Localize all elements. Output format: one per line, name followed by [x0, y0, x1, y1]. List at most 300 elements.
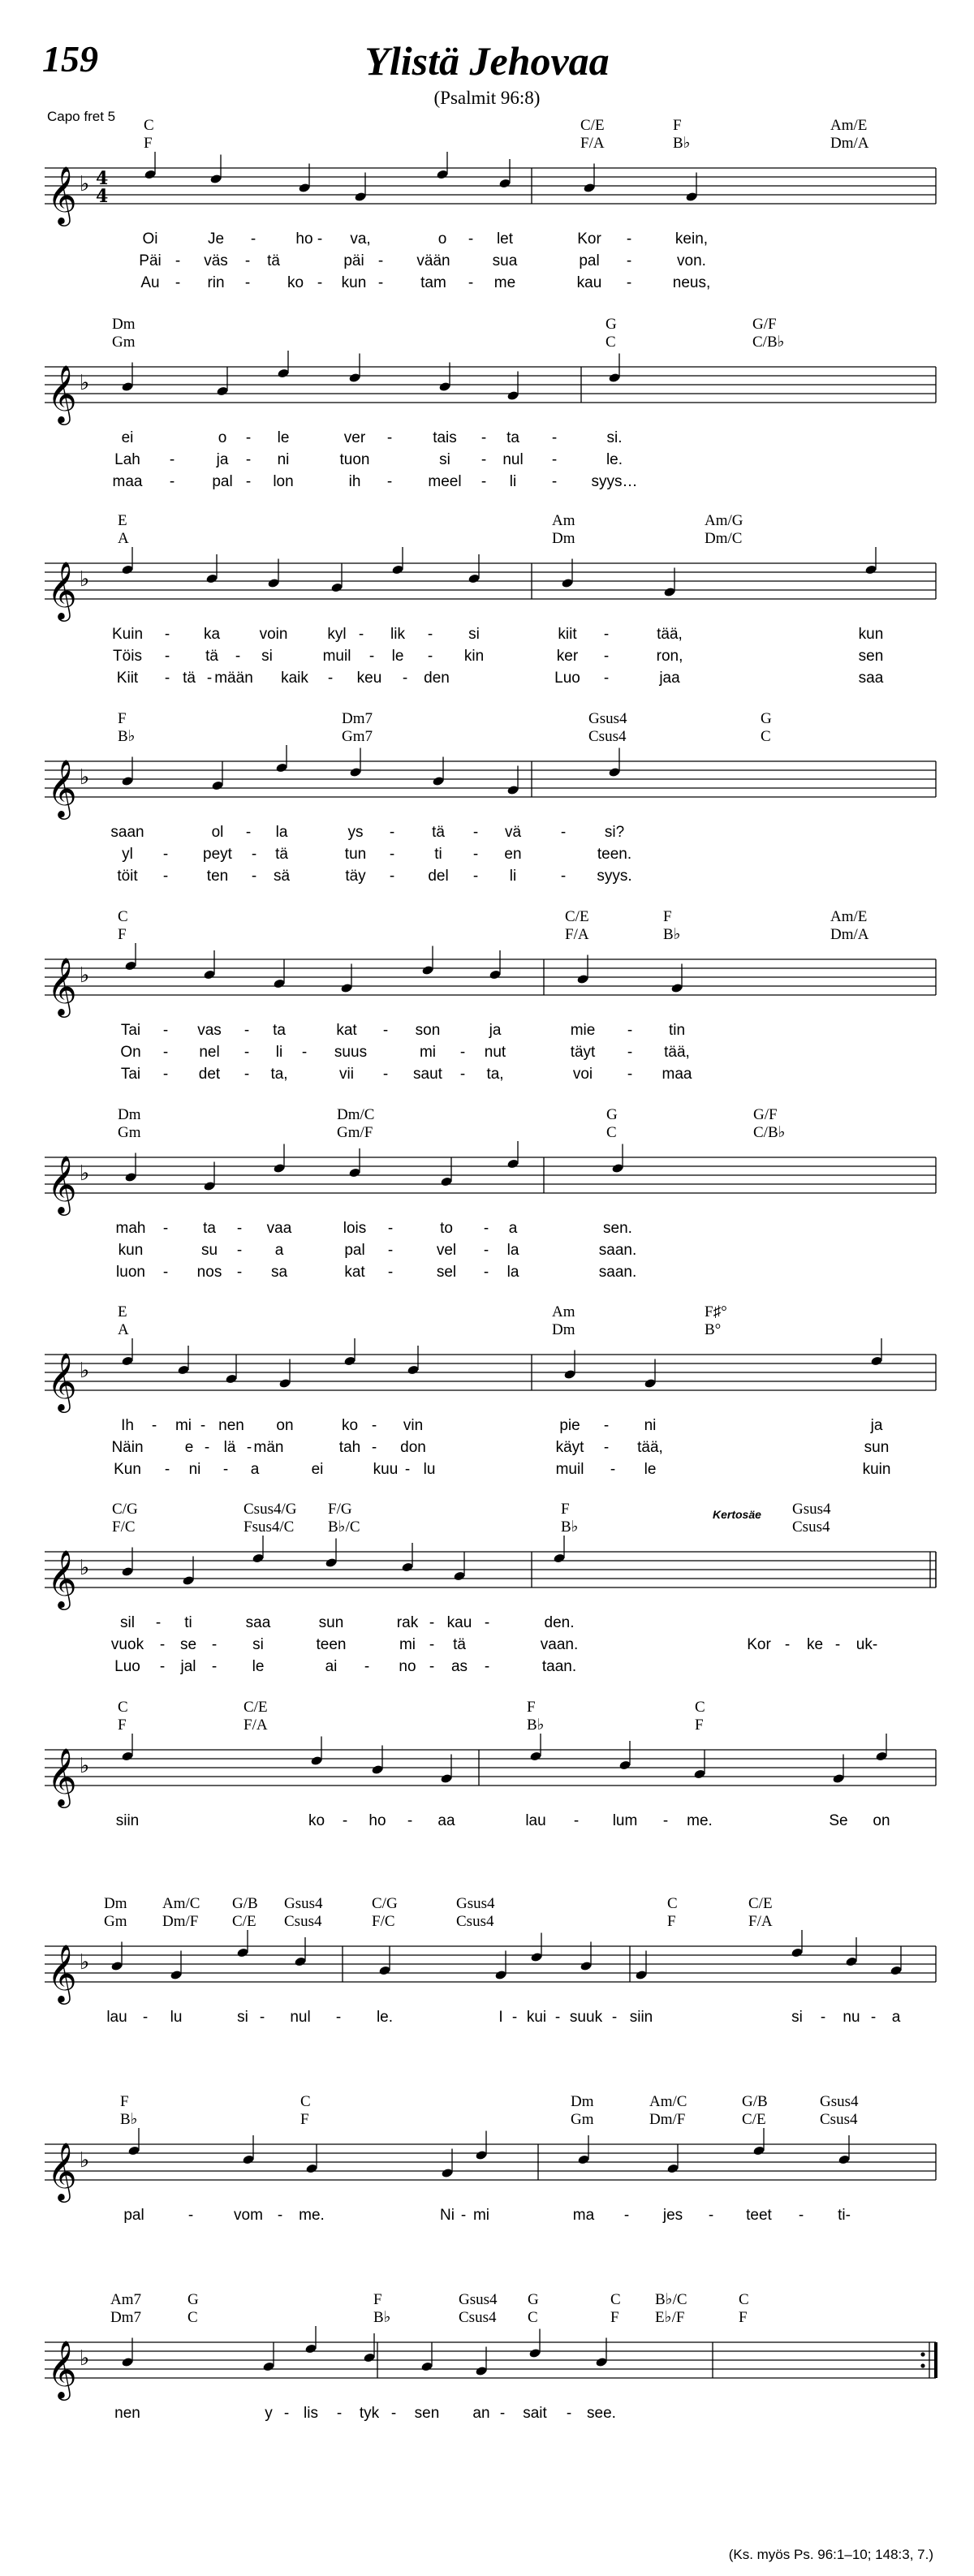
chord-symbol: G — [187, 2291, 199, 2308]
syllable-hyphen: - — [301, 1044, 308, 1061]
lyric-syllable: va, — [350, 230, 371, 248]
lyric-syllable: tä — [432, 824, 445, 841]
lyric-syllable: Kiit — [116, 670, 139, 687]
lyric-syllable: teen — [316, 1636, 347, 1653]
syllable-hyphen: - — [245, 824, 252, 841]
syllable-hyphen: - — [784, 1636, 791, 1653]
lyric-syllable: se — [179, 1636, 197, 1653]
syllable-hyphen: - — [204, 1439, 210, 1456]
capo-chord-symbol: F — [739, 2309, 748, 2326]
lyric-syllable: ei — [311, 1461, 324, 1478]
syllable-hyphen: - — [336, 2405, 343, 2422]
lyric-syllable: On — [120, 1044, 141, 1061]
lyric-syllable: del — [428, 868, 449, 885]
chord-symbol: Am — [552, 1303, 575, 1320]
syllable-hyphen: - — [626, 252, 632, 269]
lyric-syllable: o — [437, 230, 447, 248]
capo-chord-symbol: B♭ — [673, 135, 691, 152]
chord-symbol: C — [118, 1699, 128, 1716]
lyric-syllable: mi — [472, 2207, 490, 2224]
music-system — [0, 1699, 974, 1894]
capo-chord-symbol: Dm — [552, 1321, 575, 1338]
lyric-syllable: väs — [204, 252, 228, 269]
lyric-syllable: den. — [544, 1614, 575, 1631]
lyric-syllable: kui — [526, 2009, 547, 2026]
syllable-hyphen: - — [236, 1264, 243, 1281]
syllable-hyphen: - — [483, 1242, 489, 1259]
lyric-syllable: su — [200, 1242, 218, 1259]
syllable-hyphen: - — [162, 868, 169, 885]
syllable-hyphen: - — [603, 626, 610, 643]
syllable-hyphen: - — [236, 1242, 243, 1259]
syllable-hyphen: - — [560, 868, 567, 885]
chord-symbol: C/E — [580, 117, 605, 134]
lyric-syllable: Oi — [142, 230, 158, 248]
lyric-syllable: le — [644, 1461, 657, 1478]
lyric-syllable: see. — [587, 2405, 616, 2422]
treble-clef-icon: 𝄞 — [47, 1154, 77, 1213]
lyric-syllable: pal — [123, 2207, 144, 2224]
chord-symbol: G/B — [742, 2093, 768, 2110]
lyric-syllable: kun — [118, 1242, 144, 1259]
lyric-syllable: nel — [199, 1044, 220, 1061]
lyric-syllable: lä — [223, 1439, 236, 1456]
lyric-syllable: si — [791, 2009, 803, 2026]
chord-symbol: Dm/C — [337, 1106, 375, 1123]
lyric-syllable: siin — [629, 2009, 653, 2026]
music-system — [0, 2292, 974, 2487]
chord-symbol: Dm — [104, 1895, 127, 1912]
syllable-hyphen: - — [342, 1812, 348, 1829]
syllable-hyphen: - — [244, 1066, 250, 1083]
staff — [0, 745, 974, 859]
syllable-hyphen: - — [573, 1812, 580, 1829]
lyric-syllable: Kun — [114, 1461, 141, 1478]
lyric-syllable: nos — [196, 1264, 222, 1281]
lyric-syllable: syys. — [597, 868, 632, 885]
chord-symbol: C/E — [748, 1895, 773, 1912]
syllable-hyphen: - — [427, 648, 433, 665]
syllable-hyphen: - — [603, 1417, 610, 1434]
lyric-syllable: saut — [413, 1066, 442, 1083]
capo-chord-symbol: F/A — [748, 1913, 773, 1930]
capo-chord-symbol: Dm/A — [830, 135, 869, 152]
lyric-syllable: Je — [207, 230, 225, 248]
syllable-hyphen: - — [472, 868, 479, 885]
capo-chord-symbol: B♭ — [118, 728, 136, 745]
syllable-hyphen: - — [459, 1066, 466, 1083]
syllable-hyphen: - — [708, 2207, 714, 2224]
lyric-syllable: saa — [245, 1614, 271, 1631]
chord-symbol: B♭/C — [655, 2291, 687, 2308]
lyric-syllable: ta — [203, 1220, 216, 1237]
lyric-syllable: mi — [175, 1417, 192, 1434]
lyric-syllable: la — [275, 824, 288, 841]
capo-chord-symbol: Dm7 — [110, 2309, 141, 2326]
chord-symbol: F — [561, 1501, 570, 1518]
chord-symbol: G — [761, 710, 772, 727]
lyric-syllable: vaa — [266, 1220, 292, 1237]
capo-chord-symbol: C/B♭ — [753, 1124, 786, 1141]
lyric-syllable: kuu — [373, 1461, 399, 1478]
syllable-hyphen: - — [283, 2405, 290, 2422]
syllable-hyphen: - — [244, 274, 251, 291]
lyric-syllable: vaan. — [540, 1636, 579, 1653]
music-system — [0, 1896, 974, 2091]
lyric-syllable: tä — [275, 846, 288, 863]
lyric-syllable: a — [250, 1461, 260, 1478]
syllable-hyphen: - — [244, 1044, 250, 1061]
syllable-hyphen: - — [245, 429, 252, 446]
syllable-hyphen: - — [483, 1220, 489, 1237]
syllable-hyphen: - — [551, 429, 558, 446]
key-signature-flat-icon: ♭ — [80, 1359, 90, 1383]
syllable-hyphen: - — [335, 2009, 342, 2026]
key-signature-flat-icon: ♭ — [80, 2346, 90, 2371]
lyric-syllable: voi — [572, 1066, 593, 1083]
lyric-syllable: ja — [870, 1417, 883, 1434]
syllable-hyphen: - — [627, 1044, 633, 1061]
lyric-syllable: maa — [662, 1066, 692, 1083]
syllable-hyphen: - — [169, 473, 175, 490]
music-system — [0, 1304, 974, 1499]
syllable-hyphen: - — [222, 1461, 229, 1478]
syllable-hyphen: - — [603, 1439, 610, 1456]
lyric-syllable: son — [415, 1022, 441, 1039]
treble-clef-icon: 𝄞 — [47, 1747, 77, 1806]
capo-chord-symbol: Dm/F — [649, 2111, 686, 2128]
lyric-syllable: pal — [344, 1242, 365, 1259]
capo-chord-symbol: Fsus4/C — [244, 1518, 295, 1536]
lyric-syllable: vom — [234, 2207, 263, 2224]
lyric-syllable: lis — [304, 2405, 318, 2422]
chord-symbol: F — [120, 2093, 129, 2110]
syllable-hyphen: - — [159, 1636, 166, 1653]
syllable-hyphen: - — [211, 1658, 218, 1675]
lyric-syllable: mi — [419, 1044, 437, 1061]
syllable-hyphen: - — [155, 1614, 162, 1631]
chord-symbol: F — [663, 908, 672, 925]
lyric-syllable: ys — [347, 824, 364, 841]
lyric-syllable: me — [493, 274, 516, 291]
chord-symbol: Gsus4 — [284, 1895, 323, 1912]
treble-clef-icon: 𝄞 — [47, 758, 77, 817]
staff — [0, 1141, 974, 1255]
syllable-hyphen: - — [484, 1614, 490, 1631]
lyric-syllable: män — [253, 1439, 284, 1456]
lyric-syllable: töit — [117, 868, 138, 885]
syllable-hyphen: - — [244, 252, 251, 269]
lyric-syllable: ka — [203, 626, 221, 643]
syllable-hyphen: - — [483, 1264, 489, 1281]
capo-chord-symbol: Dm/C — [705, 530, 743, 547]
chord-symbol: Dm — [112, 316, 136, 333]
lyric-syllable: a — [891, 2009, 901, 2026]
key-signature-flat-icon: ♭ — [80, 963, 90, 988]
lyric-syllable: ta — [506, 429, 519, 446]
lyric-syllable: neus, — [672, 274, 711, 291]
capo-chord-symbol: C — [606, 1124, 617, 1141]
syllable-hyphen: - — [200, 1417, 206, 1434]
capo-chord-symbol: F/A — [580, 135, 605, 152]
lyric-syllable: tuon — [339, 451, 370, 468]
chord-symbol: C/G — [112, 1501, 138, 1518]
lyric-syllable: ta, — [270, 1066, 288, 1083]
capo-chord-symbol: Gm — [112, 334, 136, 351]
staff — [0, 2326, 974, 2440]
music-system — [0, 118, 974, 312]
lyric-syllable: si — [468, 626, 480, 643]
lyric-syllable: saan — [110, 824, 144, 841]
capo-chord-symbol: Dm/F — [162, 1913, 199, 1930]
lyric-syllable: mah — [115, 1220, 146, 1237]
syllable-hyphen: - — [277, 2207, 283, 2224]
lyric-syllable: kun — [341, 274, 367, 291]
lyric-syllable: ja — [216, 451, 229, 468]
syllable-hyphen: - — [610, 1461, 616, 1478]
lyric-syllable: as — [450, 1658, 468, 1675]
syllable-hyphen: - — [626, 230, 632, 248]
lyric-syllable: nu — [843, 2009, 860, 2026]
lyric-syllable: sen. — [603, 1220, 632, 1237]
chord-symbol: C/G — [372, 1895, 398, 1912]
capo-chord-symbol: Gm — [118, 1124, 141, 1141]
syllable-hyphen: - — [245, 473, 252, 490]
lyric-syllable: siin — [115, 1812, 140, 1829]
syllable-hyphen: - — [164, 648, 170, 665]
lyric-syllable: maa — [112, 473, 143, 490]
lyric-syllable: sa — [270, 1264, 288, 1281]
lyric-syllable: ti — [434, 846, 442, 863]
lyric-syllable: suus — [334, 1044, 368, 1061]
lyric-syllable: muil — [322, 648, 351, 665]
lyric-syllable: le — [252, 1658, 265, 1675]
lyric-syllable: nul — [502, 451, 524, 468]
lyric-syllable: Kuin — [111, 626, 144, 643]
syllable-hyphen: - — [368, 648, 375, 665]
lyric-syllable: a — [508, 1220, 518, 1237]
syllable-hyphen: - — [164, 626, 170, 643]
chord-symbol: C — [610, 2291, 621, 2308]
key-signature-flat-icon: ♭ — [80, 1950, 90, 1975]
music-system — [0, 317, 974, 511]
syllable-hyphen: - — [358, 626, 364, 643]
time-signature-bottom: 4 — [96, 186, 109, 207]
song-title: Ylistä Jehovaa — [364, 38, 610, 84]
syllable-hyphen: - — [566, 2405, 572, 2422]
lyric-syllable: mi — [399, 1636, 416, 1653]
lyric-syllable: päi — [343, 252, 364, 269]
lyric-syllable: kyl — [327, 626, 347, 643]
capo-chord-symbol: Csus4 — [820, 2111, 858, 2128]
lyric-syllable: tin — [668, 1022, 686, 1039]
lyric-syllable: uk- — [855, 1636, 878, 1653]
capo-chord-symbol: F/A — [244, 1717, 268, 1734]
syllable-hyphen: - — [481, 473, 487, 490]
lyric-syllable: si — [252, 1636, 264, 1653]
key-signature-flat-icon: ♭ — [80, 1754, 90, 1778]
syllable-hyphen: - — [162, 1264, 169, 1281]
capo-instruction: Capo fret 5 — [47, 109, 116, 124]
treble-clef-icon: 𝄞 — [47, 956, 77, 1015]
chord-symbol: Am — [552, 512, 575, 529]
syllable-hyphen: - — [162, 1044, 169, 1061]
lyric-syllable: tää, — [657, 626, 683, 643]
key-signature-flat-icon: ♭ — [80, 172, 90, 196]
syllable-hyphen: - — [164, 1461, 170, 1478]
syllable-hyphen: - — [251, 846, 257, 863]
chord-symbol: C — [300, 2093, 311, 2110]
capo-chord-symbol: F — [300, 2111, 309, 2128]
staff — [0, 1338, 974, 1452]
lyric-syllable: ron, — [656, 648, 683, 665]
syllable-hyphen: - — [511, 2009, 518, 2026]
chord-symbol: C — [695, 1699, 705, 1716]
lyric-syllable: si. — [606, 429, 623, 446]
treble-clef-icon: 𝄞 — [47, 1943, 77, 2002]
syllable-hyphen: - — [429, 1658, 435, 1675]
lyric-syllable: en — [504, 846, 522, 863]
staff — [0, 1930, 974, 2044]
syllable-hyphen: - — [317, 274, 323, 291]
syllable-hyphen: - — [627, 1066, 633, 1083]
lyric-syllable: ti — [184, 1614, 192, 1631]
lyric-syllable: lau — [106, 2009, 127, 2026]
syllable-hyphen: - — [834, 1636, 841, 1653]
syllable-hyphen: - — [404, 1461, 411, 1478]
syllable-hyphen: - — [386, 473, 393, 490]
key-signature-flat-icon: ♭ — [80, 567, 90, 592]
chord-symbol: F — [673, 117, 682, 134]
syllable-hyphen: - — [402, 670, 408, 687]
key-signature-flat-icon: ♭ — [80, 371, 90, 395]
lyric-syllable: an — [472, 2405, 490, 2422]
syllable-hyphen: - — [250, 230, 256, 248]
syllable-hyphen: - — [386, 429, 393, 446]
lyric-syllable: ko — [341, 1417, 359, 1434]
chord-symbol: Am/C — [649, 2093, 687, 2110]
syllable-hyphen: - — [382, 1022, 389, 1039]
lyric-syllable: sun — [318, 1614, 344, 1631]
capo-chord-symbol: Dm/A — [830, 926, 869, 943]
lyric-syllable: me. — [299, 2207, 325, 2224]
chord-symbol: Am/E — [830, 908, 868, 925]
lyric-syllable: no — [399, 1658, 416, 1675]
chord-symbol: Am7 — [110, 2291, 141, 2308]
lyric-syllable: li — [509, 473, 517, 490]
lyric-syllable: o — [218, 429, 227, 446]
syllable-hyphen: - — [142, 2009, 149, 2026]
syllable-hyphen: - — [162, 1066, 169, 1083]
lyric-syllable: sun — [864, 1439, 890, 1456]
capo-chord-symbol: C — [606, 334, 616, 351]
syllable-hyphen: - — [162, 1022, 169, 1039]
syllable-hyphen: - — [151, 1417, 157, 1434]
lyric-syllable: saan. — [598, 1242, 637, 1259]
lyric-syllable: Näin — [111, 1439, 144, 1456]
lyric-syllable: lum — [612, 1812, 638, 1829]
capo-chord-symbol: B♭ — [561, 1518, 579, 1536]
syllable-hyphen: - — [377, 274, 384, 291]
syllable-hyphen: - — [211, 1636, 218, 1653]
lyric-syllable: ker — [556, 648, 579, 665]
chord-symbol: C/E — [244, 1699, 268, 1716]
chord-symbol: Gsus4 — [792, 1501, 831, 1518]
music-system — [0, 711, 974, 906]
lyric-syllable: vin — [403, 1417, 424, 1434]
lyric-syllable: jes — [662, 2207, 683, 2224]
lyric-syllable: tyk — [359, 2405, 380, 2422]
scripture-reference: (Psalmit 96:8) — [433, 88, 541, 108]
lyric-syllable: nen — [114, 2405, 140, 2422]
syllable-hyphen: - — [169, 451, 175, 468]
lyric-syllable: yl — [122, 846, 133, 863]
lyric-syllable: Kor — [747, 1636, 771, 1653]
syllable-hyphen: - — [427, 626, 433, 643]
lyric-syllable: ni — [188, 1461, 201, 1478]
syllable-hyphen: - — [245, 451, 252, 468]
syllable-hyphen: - — [407, 1812, 413, 1829]
lyric-syllable: ol — [211, 824, 224, 841]
chord-symbol: Gsus4 — [820, 2093, 859, 2110]
lyric-syllable: vä — [504, 824, 522, 841]
lyric-syllable: a — [274, 1242, 284, 1259]
lyric-syllable: kein, — [674, 230, 709, 248]
syllable-hyphen: - — [662, 1812, 669, 1829]
lyric-syllable: taan. — [541, 1658, 577, 1675]
lyric-syllable: nut — [484, 1044, 506, 1061]
capo-chord-symbol: Gm7 — [342, 728, 373, 745]
lyric-syllable: den — [424, 670, 450, 687]
lyric-syllable: tä — [183, 670, 196, 687]
lyric-syllable: kau — [576, 274, 602, 291]
lyric-syllable: I — [498, 2009, 503, 2026]
syllable-hyphen: - — [246, 1439, 252, 1456]
syllable-hyphen: - — [387, 1264, 394, 1281]
lyric-syllable: ni — [277, 451, 290, 468]
syllable-hyphen: - — [175, 274, 181, 291]
music-system — [0, 513, 974, 708]
syllable-hyphen: - — [162, 846, 169, 863]
lyric-syllable: ko — [308, 1812, 325, 1829]
chord-symbol: F/G — [328, 1501, 352, 1518]
lyric-syllable: jal — [180, 1658, 196, 1675]
syllable-hyphen: - — [603, 648, 610, 665]
chord-symbol: C — [667, 1895, 678, 1912]
lyric-syllable: Ni — [440, 2207, 455, 2224]
syllable-hyphen: - — [371, 1439, 377, 1456]
chord-symbol: C — [739, 2291, 749, 2308]
key-signature-flat-icon: ♭ — [80, 765, 90, 790]
syllable-hyphen: - — [164, 670, 170, 687]
syllable-hyphen: - — [387, 1220, 394, 1237]
lyric-syllable: la — [506, 1242, 519, 1259]
lyric-syllable: ma — [572, 2207, 595, 2224]
lyric-syllable: pie — [559, 1417, 580, 1434]
lyric-syllable: nul — [290, 2009, 311, 2026]
syllable-hyphen: - — [235, 648, 241, 665]
lyric-syllable: on — [276, 1417, 294, 1434]
lyric-syllable: Tai — [120, 1022, 141, 1039]
syllable-hyphen: - — [560, 824, 567, 841]
lyric-syllable: mie — [570, 1022, 596, 1039]
lyric-syllable: e — [184, 1439, 194, 1456]
lyric-syllable: le. — [376, 2009, 394, 2026]
lyric-syllable: si — [261, 648, 273, 665]
chord-symbol: F — [118, 710, 127, 727]
syllable-hyphen: - — [429, 1636, 435, 1653]
capo-chord-symbol: C — [761, 728, 771, 745]
